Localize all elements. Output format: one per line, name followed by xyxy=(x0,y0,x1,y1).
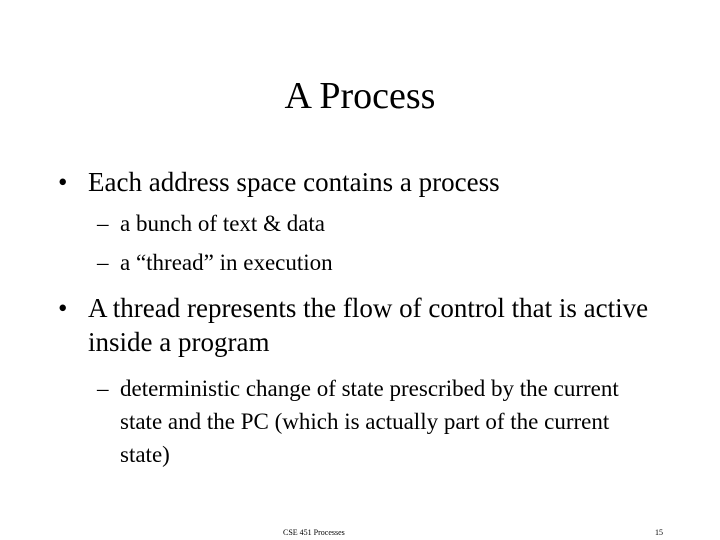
footer-page-number: 15 xyxy=(655,528,663,537)
sub-bullet-item xyxy=(97,207,660,240)
sub-bullet-text: deterministic change of state prescribed by the current state and the PC (which is actually part of the current state) xyxy=(120,376,619,467)
bullet-text: Each address space contains a process xyxy=(88,167,500,197)
footer-course-label: CSE 451 Processes xyxy=(283,528,345,537)
sub-bullet-text: a “thread” in execution xyxy=(120,250,333,275)
bullet-text: A thread represents the flow of control that is active inside a program xyxy=(88,293,649,357)
sub-bullet-text: a bunch of text & data xyxy=(120,211,326,236)
sub-bullet-item xyxy=(97,372,660,471)
sub-bullet-item xyxy=(97,246,660,279)
dash-marker: – xyxy=(97,250,109,275)
bullet-marker: • xyxy=(58,167,68,197)
dash-marker: – xyxy=(97,211,109,236)
bullet-item xyxy=(58,165,688,199)
dash-marker: – xyxy=(97,376,109,401)
bullet-item xyxy=(58,291,688,359)
bullet-marker: • xyxy=(58,293,68,323)
slide-title: A Process xyxy=(284,75,436,117)
